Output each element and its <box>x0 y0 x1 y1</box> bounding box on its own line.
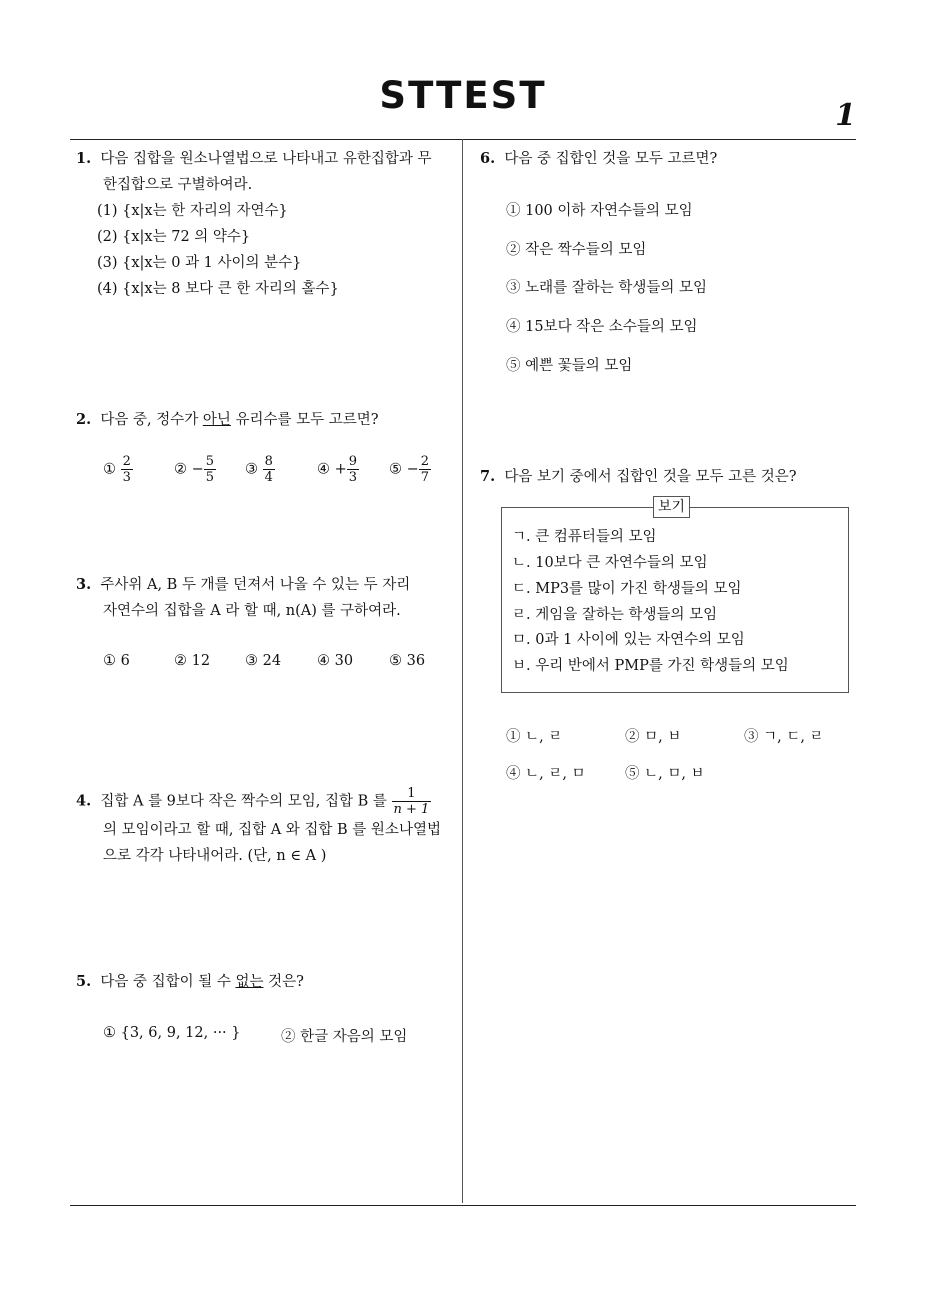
choice-mark: ① <box>103 461 116 478</box>
example-item: ㄱ. 큰 컴퓨터들의 모임 <box>512 529 657 545</box>
fraction: $\frac{2}{7}$ <box>420 454 430 485</box>
question-number: 5. <box>76 973 92 990</box>
q2-choice-5[interactable] <box>389 454 431 485</box>
question-number: 2. <box>76 411 92 428</box>
q2-choice-4[interactable] <box>317 454 359 485</box>
q1-item: (2) {x|x는 72 의 약수} <box>97 229 251 245</box>
question-number: 4. <box>76 792 92 810</box>
example-item: ㅁ. 0과 1 사이에 있는 자연수의 모임 <box>512 632 745 648</box>
page-title: STTEST <box>379 74 547 117</box>
q3-choice-3[interactable]: ③ 24 <box>245 653 282 669</box>
question-text: 다음 보기 중에서 집합인 것을 모두 고른 것은? <box>504 469 797 485</box>
q7-choice-4[interactable]: ④ ㄴ, ㄹ, ㅁ <box>506 766 586 782</box>
q1-item: (3) {x|x는 0 과 1 사이의 분수} <box>97 255 302 271</box>
question-text: 다음 중, 정수가 <box>100 412 203 428</box>
q2-choice-3[interactable] <box>245 454 275 485</box>
q7-choice-5[interactable]: ⑤ ㄴ, ㅁ, ㅂ <box>625 766 705 782</box>
q6-choice-4[interactable]: ④ 15보다 작은 소수들의 모임 <box>506 319 698 335</box>
q1-item: (1) {x|x는 한 자리의 자연수} <box>97 203 288 219</box>
question-1 <box>76 146 461 198</box>
sign: + <box>334 461 347 478</box>
question-text: 집합 A 를 9보다 작은 짝수의 모임, 집합 B 를 <box>100 793 387 810</box>
fraction: $\frac{9}{3}$ <box>348 454 358 485</box>
question-text-cont: 의 모임이라고 할 때, 집합 A 와 집합 B 를 원소나열법 <box>103 822 441 838</box>
q7-choice-3[interactable]: ③ ㄱ, ㄷ, ㄹ <box>744 729 824 745</box>
question-7 <box>480 464 850 490</box>
column-divider <box>462 139 463 1203</box>
q5-choice-2[interactable]: ② 한글 자음의 모임 <box>281 1029 408 1045</box>
page-number: 1 <box>835 98 856 133</box>
question-2 <box>76 407 461 433</box>
question-6 <box>480 146 850 172</box>
q7-choice-2[interactable]: ② ㅁ, ㅂ <box>625 729 682 745</box>
question-5 <box>76 969 461 995</box>
q6-choice-5[interactable]: ⑤ 예쁜 꽃들의 모임 <box>506 358 633 374</box>
bottom-rule <box>70 1205 856 1206</box>
fraction: $\frac{8}{4}$ <box>264 454 273 485</box>
question-text-cont: 으로 각각 나타내어라. (단, n ∈ A ) <box>103 848 327 864</box>
q3-choice-5[interactable]: ⑤ 36 <box>389 653 426 669</box>
example-item: ㅂ. 우리 반에서 PMP를 가진 학생들의 모임 <box>512 658 789 674</box>
question-text: 다음 중 집합인 것을 모두 고르면? <box>504 151 718 167</box>
question-text-underlined: 아닌 <box>202 412 231 428</box>
question-3 <box>76 572 461 624</box>
question-text: 다음 집합을 원소나열법으로 나타내고 유한집합과 무 <box>100 151 432 167</box>
question-number: 3. <box>76 576 92 593</box>
q2-choice-2[interactable] <box>174 454 216 485</box>
top-rule <box>70 139 856 140</box>
question-4 <box>76 786 461 869</box>
question-text-underlined: 없는 <box>235 974 264 990</box>
example-item: ㄴ. 10보다 큰 자연수들의 모임 <box>512 555 708 571</box>
question-text: 유리수를 모두 고르면? <box>230 412 379 428</box>
q2-choice-1[interactable] <box>103 454 133 485</box>
question-number: 6. <box>480 150 496 167</box>
q3-choice-1[interactable]: ① 6 <box>103 653 130 669</box>
sign: − <box>406 461 419 478</box>
q6-choice-3[interactable]: ③ 노래를 잘하는 학생들의 모임 <box>506 280 708 296</box>
q6-choice-2[interactable]: ② 작은 짝수들의 모임 <box>506 242 647 258</box>
q6-choice-1[interactable]: ① 100 이하 자연수들의 모임 <box>506 203 693 219</box>
question-text: 주사위 A, B 두 개를 던져서 나올 수 있는 두 자리 <box>100 577 411 593</box>
fraction: $\frac{1}{n + 1}$ <box>393 786 430 817</box>
fraction: $\frac{5}{5}$ <box>205 454 215 485</box>
example-box-label: 보기 <box>653 496 690 518</box>
q1-item: (4) {x|x는 8 보다 큰 한 자리의 홀수} <box>97 281 339 297</box>
q1-items <box>97 198 339 302</box>
choice-mark: ② <box>174 461 187 478</box>
q5-choice-1[interactable]: ① {3, 6, 9, 12, ··· } <box>103 1025 241 1041</box>
q3-choice-2[interactable]: ② 12 <box>174 653 211 669</box>
q7-choice-1[interactable]: ① ㄴ, ㄹ <box>506 729 563 745</box>
q3-choice-4[interactable]: ④ 30 <box>317 653 354 669</box>
question-text: 것은? <box>263 974 304 990</box>
choice-mark: ④ <box>317 461 330 478</box>
question-number: 1. <box>76 150 92 167</box>
choice-mark: ③ <box>245 461 258 478</box>
fraction: $\frac{2}{3}$ <box>122 454 131 485</box>
example-item: ㄹ. 게임을 잘하는 학생들의 모임 <box>512 607 718 623</box>
question-number: 7. <box>480 468 496 485</box>
question-text-cont: 한집합으로 구별하여라. <box>103 177 253 193</box>
choice-mark: ⑤ <box>389 461 402 478</box>
example-item: ㄷ. MP3를 많이 가진 학생들의 모임 <box>512 581 742 597</box>
question-text-cont: 자연수의 집합을 A 라 할 때, n(A) 를 구하여라. <box>103 603 401 619</box>
question-text: 다음 중 집합이 될 수 <box>100 974 236 990</box>
sign: − <box>191 461 204 478</box>
